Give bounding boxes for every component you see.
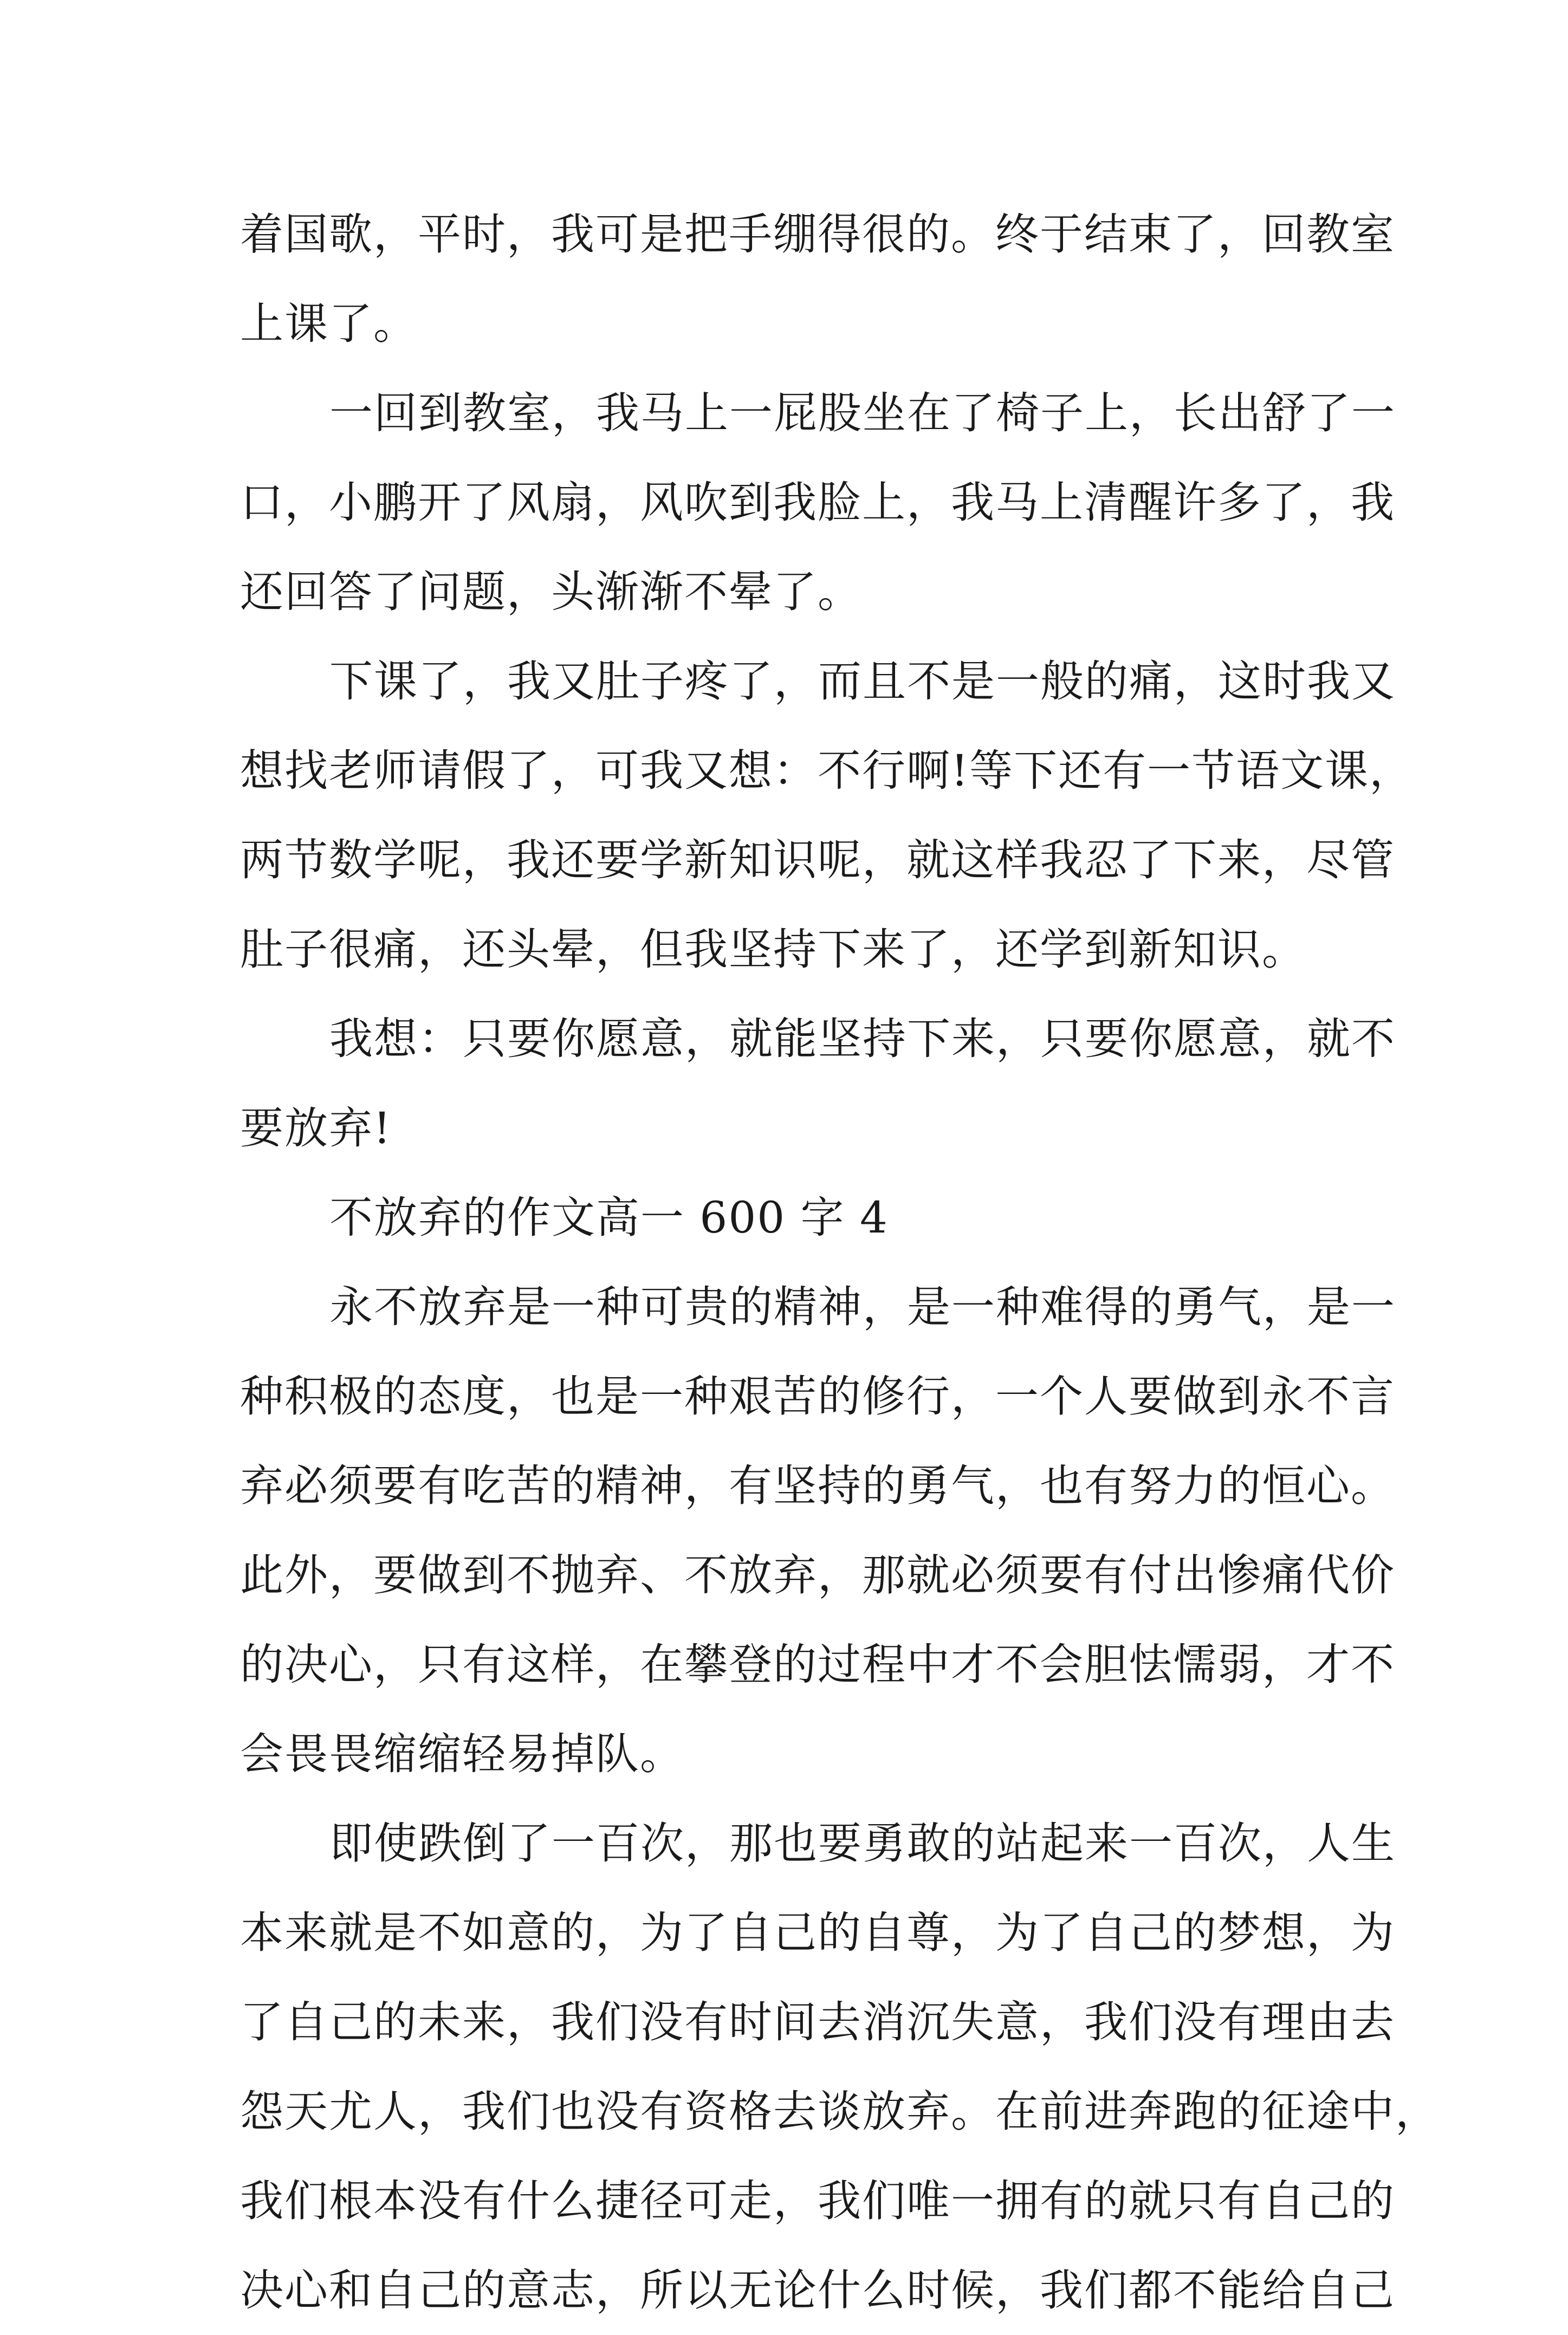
text-line: 永不放弃是一种可贵的精神，是一种难得的勇气，是一	[329, 1282, 1396, 1332]
text-line: 决心和自己的意志，所以无论什么时候，我们都不能给自己	[240, 2265, 1395, 2315]
text-line: 种积极的态度，也是一种艰苦的修行，一个人要做到永不言	[240, 1371, 1395, 1422]
text-line: 即使跌倒了一百次，那也要勇敢的站起来一百次，人生	[329, 1818, 1396, 1869]
text-line: 弃必须要有吃苦的精神，有坚持的勇气，也有努力的恒心。	[240, 1461, 1395, 1511]
text-line: 肚子很痛，还头晕，但我坚持下来了，还学到新知识。	[240, 924, 1306, 975]
section-heading: 不放弃的作文高一 600 字 4	[329, 1192, 889, 1243]
text-line: 我们根本没有什么捷径可走，我们唯一拥有的就只有自己的	[240, 2176, 1395, 2226]
text-line: 怨天尤人，我们也没有资格去谈放弃。在前进奔跑的征途中，	[240, 2086, 1440, 2137]
text-line: 上课了。	[240, 299, 418, 349]
text-line: 两节数学呢，我还要学新知识呢，就这样我忍了下来，尽管	[240, 835, 1395, 885]
text-line: 口，小鹏开了风扇，风吹到我脸上，我马上清醒许多了，我	[240, 477, 1395, 528]
document-body	[240, 190, 1440, 2335]
text-line: 我想：只要你愿意，就能坚持下来，只要你愿意，就不	[329, 1014, 1396, 1064]
text-line: 了自己的未来，我们没有时间去消沉失意，我们没有理由去	[240, 1997, 1395, 2047]
text-line: 本来就是不如意的，为了自己的自尊，为了自己的梦想，为	[240, 1908, 1395, 1958]
text-line: 的决心，只有这样，在攀登的过程中才不会胆怯懦弱，才不	[240, 1639, 1395, 1690]
text-line: 下课了，我又肚子疼了，而且不是一般的痛，这时我又	[329, 656, 1396, 706]
text-line: 要放弃!	[240, 1103, 392, 1153]
text-line: 着国歌，平时，我可是把手绷得很的。终于结束了，回教室	[240, 209, 1395, 260]
text-line: 此外，要做到不抛弃、不放弃，那就必须要有付出惨痛代价	[240, 1550, 1395, 1600]
text-line: 一回到教室，我马上一屁股坐在了椅子上，长出舒了一	[329, 388, 1396, 438]
text-line: 想找老师请假了，可我又想：不行啊!等下还有一节语文课，	[240, 745, 1414, 796]
text-line: 还回答了问题，头渐渐不晕了。	[240, 567, 862, 617]
text-line: 会畏畏缩缩轻易掉队。	[240, 1729, 684, 1779]
